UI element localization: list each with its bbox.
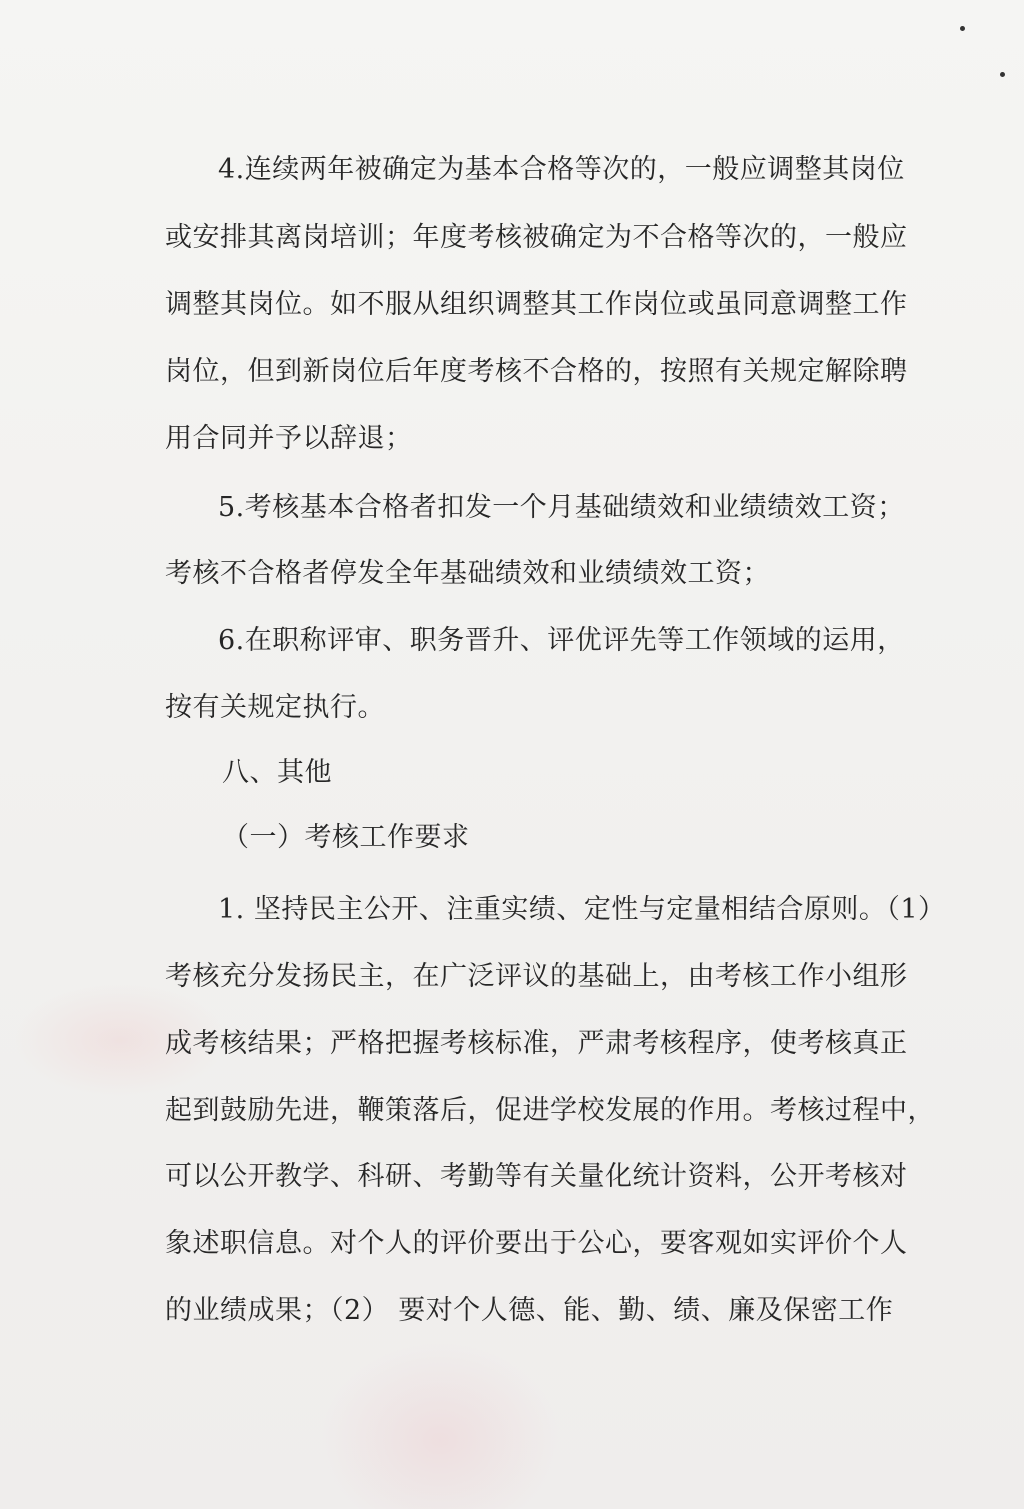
paragraph-line: 成考核结果；严格把握考核标准，严肃考核程序，使考核真正 xyxy=(165,1028,908,1059)
paragraph-line: 岗位，但到新岗位后年度考核不合格的，按照有关规定解除聘 xyxy=(165,356,908,387)
paragraph-line: 象述职信息。对个人的评价要出于公心，要客观如实评价个人 xyxy=(165,1228,908,1259)
paragraph-line: 可以公开教学、科研、考勤等有关量化统计资料，公开考核对 xyxy=(165,1161,908,1192)
scan-speck xyxy=(1000,72,1005,77)
section-heading: 八、其他 xyxy=(222,757,332,788)
paragraph-line: 5.考核基本合格者扣发一个月基础绩效和业绩绩效工资； xyxy=(218,492,905,523)
paragraph-line: 考核充分发扬民主，在广泛评议的基础上，由考核工作小组形 xyxy=(165,961,908,992)
paragraph-line: 调整其岗位。如不服从组织调整其工作岗位或虽同意调整工作 xyxy=(165,289,908,320)
paragraph-line: 起到鼓励先进，鞭策落后，促进学校发展的作用。考核过程中， xyxy=(165,1095,935,1126)
scan-speck xyxy=(960,26,965,31)
paragraph-line: 6.在职称评审、职务晋升、评优评先等工作领域的运用， xyxy=(218,625,905,656)
paragraph-line: 考核不合格者停发全年基础绩效和业绩绩效工资； xyxy=(165,558,770,589)
subsection-heading: （一）考核工作要求 xyxy=(222,822,470,853)
paragraph-line: 的业绩成果；（2） 要对个人德、能、勤、绩、廉及保密工作 xyxy=(165,1295,894,1326)
paragraph-line: 1. 坚持民主公开、注重实绩、定性与定量相结合原则。（1） xyxy=(218,894,946,925)
paragraph-line: 4.连续两年被确定为基本合格等次的，一般应调整其岗位 xyxy=(218,154,905,185)
paragraph-line: 按有关规定执行。 xyxy=(165,692,385,723)
paragraph-line: 用合同并予以辞退； xyxy=(165,423,413,454)
paragraph-line: 或安排其离岗培训；年度考核被确定为不合格等次的，一般应 xyxy=(165,222,908,253)
